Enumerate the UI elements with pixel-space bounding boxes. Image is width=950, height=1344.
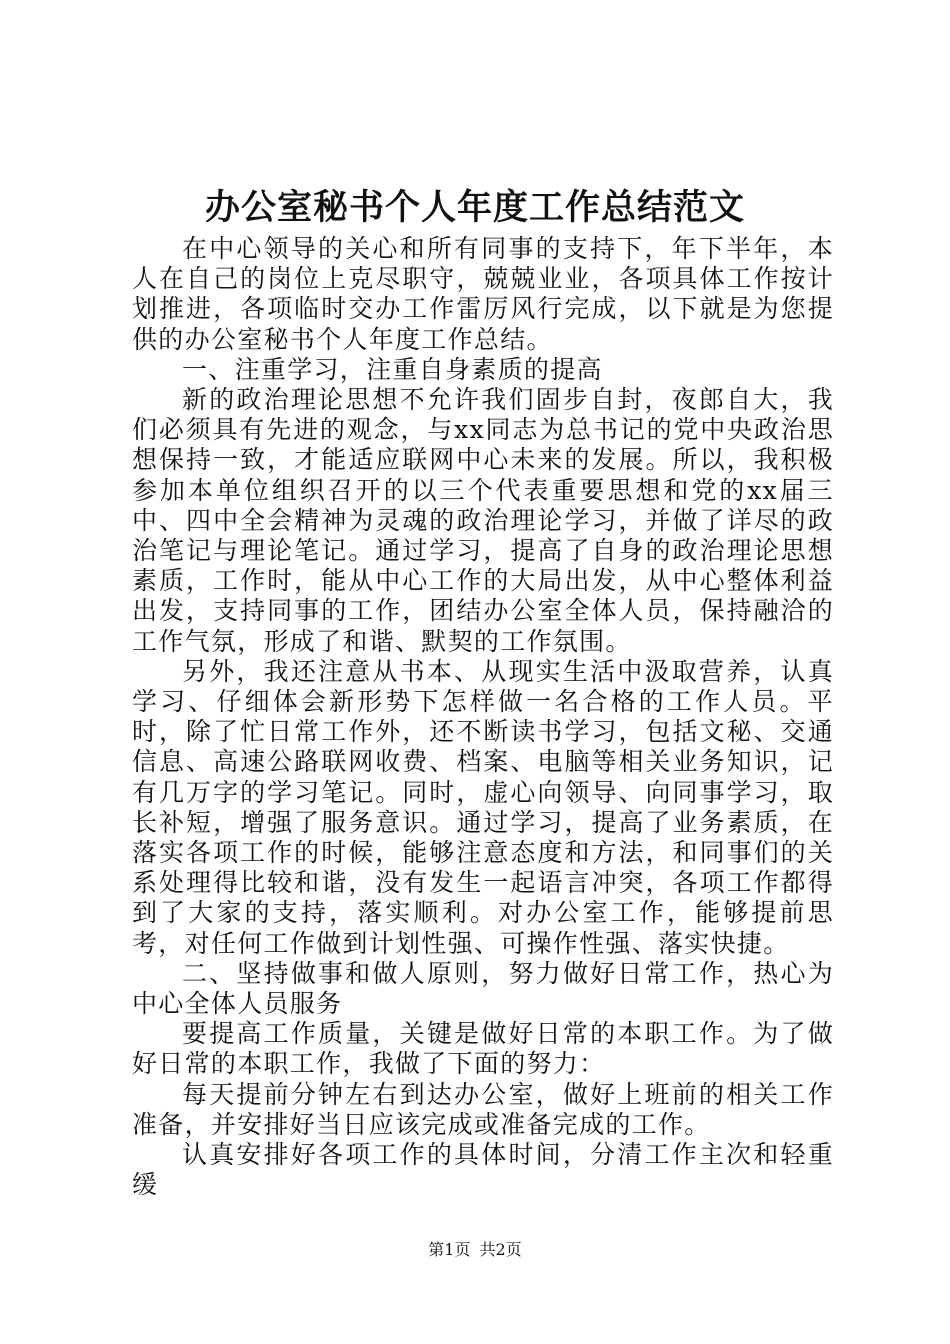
page-number: 第1页: [428, 1240, 471, 1259]
section-heading-1: 一、注重学习，注重自身素质的提高: [182, 354, 603, 384]
paragraph: 另外，我还注意从书本、从现实生活中汲取营养，认真学习、仔细体会新形势下怎样做一名合格的工作人员。平时，除了忙日常工作外，还不断读书学习，包括文秘、交通信息、高速公路联网收费、档案、电脑等相关业务知识，记有几万字的学习笔记。同时，虚心向领导、向同事学习，取长补短，增强了服务意识。通过学习，提高了业务素质，在落实各项工作的时候，能够注意态度和方法，和同事们的关系处理得比较和谐，没有发生一起语言冲突，各项工作都得到了大家的支持，落实顺利。对办公室工作，能够提前思考，对任何工作做到计划性强、可操作性强、落实快捷。: [132, 656, 834, 958]
paragraph: 每天提前分钟左右到达办公室，做好上班前的相关工作准备，并安排好当日应该完成或准备完成的工作。: [132, 1079, 834, 1139]
section-heading-2: 二、坚持做事和做人原则，努力做好日常工作，热心为中心全体人员服务: [132, 958, 834, 1019]
document-body: [132, 234, 834, 1201]
document-title: 办公室秘书个人年度工作总结范文: [204, 188, 745, 228]
paragraph: 认真安排好各项工作的具体时间，分清工作主次和轻重缓: [132, 1140, 834, 1200]
paragraph: 要提高工作质量，关键是做好日常的本职工作。为了做好日常的本职工作，我做了下面的努力：: [132, 1019, 834, 1079]
paragraph: 新的政治理论思想不允许我们固步自封，夜郎自大，我们必须具有先进的观念，与xx同志为总书记的党中央政治思想保持一致，才能适应联网中心未来的发展。所以，我积极参加本单位组织召开的以三个代表重要思想和党的xx届三中、四中全会精神为灵魂的政治理论学习，并做了详尽的政治笔记与理论笔记。通过学习，提高了自身的政治理论思想素质，工作时，能从中心工作的大局出发，从中心整体利益出发，支持同事的工作，团结办公室全体人员，保持融洽的工作气氛，形成了和谐、默契的工作氛围。: [132, 385, 834, 656]
page-footer: [0, 1240, 950, 1260]
page-total: 共2页: [479, 1240, 522, 1259]
paragraph-intro: 在中心领导的关心和所有同事的支持下，年下半年，本人在自己的岗位上克尽职守，兢兢业业，各项具体工作按计划推进，各项临时交办工作雷厉风行完成，以下就是为您提供的办公室秘书个人年度工作总结。: [132, 234, 834, 354]
